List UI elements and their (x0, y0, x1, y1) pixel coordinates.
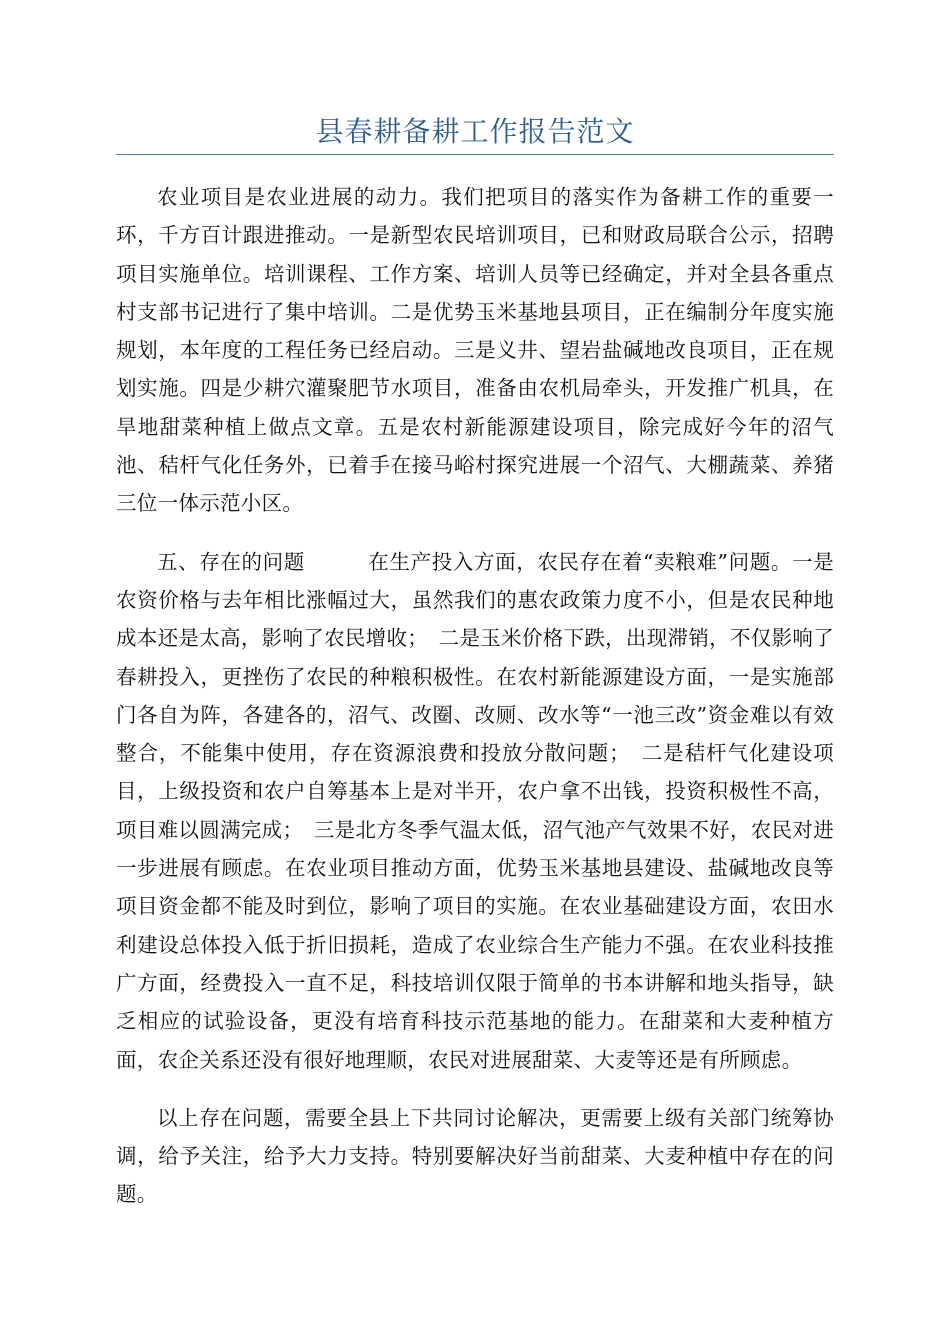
document-body (116, 178, 834, 1234)
paragraph-problems: 五、存在的问题 在生产投入方面，农民存在着“卖粮难”问题。一是农资价格与去年相比涨幅过大，虽然我们的惠农政策力度不小，但是农民种地成本还是太高，影响了农民增收； 二是玉米价格下跌，出现滞销，不仅影响了春耕投入，更挫伤了农民的种粮积极性。在农村新能源建设方面，一是实施部门各自为阵，各建各的，沼气、改圈、改厕、改水等“一池三改”资金难以有效整合，不能集中使用，存在资源浪费和投放分散问题； 二是秸杆气化建设项目，上级投资和农户自筹基本上是对半开，农户拿不出钱，投资积极性不高，项目难以圆满完成； 三是北方冬季气温太低，沼气池产气效果不好，农民对进一步进展有顾虑。在农业项目推动方面，优势玉米基地县建设、盐碱地改良等项目资金都不能及时到位，影响了项目的实施。在农业基础建设方面，农田水利建设总体投入低于折旧损耗，造成了农业综合生产能力不强。在农业科技推广方面，经费投入一直不足，科技培训仅限于简单的书本讲解和地头指导，缺乏相应的试验设备，更没有培育科技示范基地的能力。在甜菜和大麦种植方面，农企关系还没有很好地理顺，农民对进展甜菜、大麦等还是有所顾虑。 (116, 549, 834, 1072)
paragraph-conclusion: 以上存在问题，需要全县上下共同讨论解决，更需要上级有关部门统筹协调，给予关注，给予大力支持。特别要解决好当前甜菜、大麦种植中存在的问题。 (116, 1105, 834, 1207)
title-underline (116, 154, 834, 155)
paragraph-projects: 农业项目是农业进展的动力。我们把项目的落实作为备耕工作的重要一环，千方百计跟进推动。一是新型农民培训项目，已和财政局联合公示，招聘项目实施单位。培训课程、工作方案、培训人员等已经确定，并对全县各重点村支部书记进行了集中培训。二是优势玉米基地县项目，正在编制分年度实施规划，本年度的工程任务已经启动。三是义井、望岩盐碱地改良项目，正在规划实施。四是少耕穴灌聚肥节水项目，准备由农机局牵头，开发推广机具，在旱地甜菜种植上做点文章。五是农村新能源建设项目，除完成好今年的沼气池、秸杆气化任务外，已着手在接马峪村探究进展一个沼气、大棚蔬菜、养猪三位一体示范小区。 (116, 185, 834, 516)
document-title: 县春耕备耕工作报告范文 (315, 115, 635, 148)
